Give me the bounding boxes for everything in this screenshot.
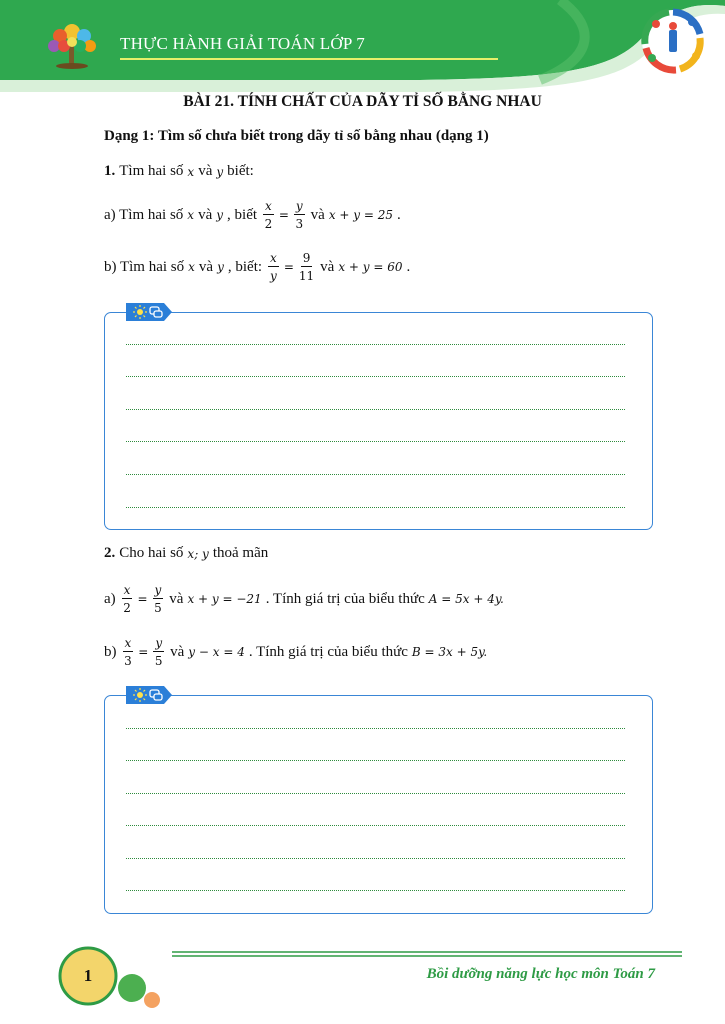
- fraction-x-over-2: $\frac{x}{2}$: [264, 199, 273, 231]
- part-a-label: a) Tìm hai số: [104, 206, 184, 223]
- answer-line: [126, 825, 625, 826]
- var-y: y: [217, 260, 224, 274]
- var-y: y: [216, 208, 224, 222]
- answer-line: [126, 376, 625, 377]
- header-title: THỰC HÀNH GIẢI TOÁN LỚP 7: [120, 34, 366, 53]
- fraction-y-over-5: $\frac{y}{5}$: [154, 636, 163, 668]
- answer-line: [126, 441, 625, 442]
- and-word: và: [320, 258, 335, 275]
- expression-b: B = 3x + 5y.: [411, 645, 488, 659]
- answer-line: [126, 507, 625, 508]
- answer-line: [126, 728, 625, 729]
- lesson-title: BÀI 21. TÍNH CHẤT CỦA DÃY TỈ SỐ BẰNG NHAU: [183, 93, 542, 110]
- condition-a: x + y = 25: [328, 208, 394, 222]
- fraction-x-over-3: $\frac{x}{3}$: [124, 636, 132, 668]
- and-word: và: [169, 590, 184, 607]
- part-b-label: b): [104, 643, 117, 660]
- part-a-label: a): [104, 590, 116, 607]
- and-word: và: [310, 206, 325, 223]
- lightbulb-chat-icon: [126, 686, 172, 704]
- and-word: và: [198, 163, 213, 179]
- exercise2-number: 2.: [104, 545, 116, 561]
- condition-b: x + y = 60: [338, 260, 403, 274]
- vars-xy: x; y: [187, 546, 209, 561]
- exercise1-part-b: b) Tìm hai số x và y , biết: $\frac{x}{y}$ = $\frac{9}{11}$ và x + y = 60 .: [104, 251, 411, 283]
- and-word: và: [198, 258, 214, 275]
- given-word: , biết: [227, 206, 258, 223]
- exercise1-part-a: a) Tìm hai số x và y , biết $\frac{x}{2}$ = $\frac{y}{3}$ và x + y = 25 .: [104, 199, 401, 231]
- answer-line: [126, 890, 625, 891]
- exercise1-prompt-end: biết:: [227, 163, 254, 179]
- fraction-x-over-y: $\frac{x}{y}$: [270, 251, 277, 283]
- var-x: x: [188, 260, 195, 274]
- school-badge-icon: [640, 8, 706, 74]
- fraction-9-over-11: $\frac{9}{11}$: [298, 251, 315, 283]
- lightbulb-chat-icon: [126, 303, 172, 321]
- condition-b: y − x = 4: [188, 645, 245, 659]
- answer-line: [126, 474, 625, 475]
- tree-logo-icon: [42, 18, 102, 70]
- fraction-y-over-5: $\frac{y}{5}$: [154, 583, 162, 615]
- and-word: và: [170, 643, 185, 660]
- part-b-label: b) Tìm hai số: [104, 258, 185, 275]
- footer-divider: [172, 950, 682, 958]
- exercise1-number: 1.: [104, 163, 116, 179]
- expression-a: A = 5x + 4y.: [428, 592, 504, 606]
- answer-line: [126, 344, 625, 345]
- condition-a: x + y = −21: [187, 592, 262, 606]
- answer-line: [126, 409, 625, 410]
- answer-line: [126, 858, 625, 859]
- form-heading: Dạng 1: Tìm số chưa biết trong dãy tỉ số bằng nhau (dạng 1): [104, 128, 489, 144]
- answer-line: [126, 793, 625, 794]
- page-number: 1: [83, 966, 93, 985]
- exercise2-prompt-end: thoả mãn: [212, 545, 269, 561]
- var-x: x: [187, 164, 195, 179]
- task-text: . Tính giá trị của biểu thức: [248, 643, 408, 660]
- var-x: x: [187, 208, 195, 222]
- footer-text: Bồi dưỡng năng lực học môn Toán 7: [426, 966, 655, 982]
- and-word: và: [198, 206, 213, 223]
- fraction-x-over-2: $\frac{x}{2}$: [123, 583, 131, 615]
- answer-line: [126, 760, 625, 761]
- given-word: , biết:: [227, 258, 263, 275]
- exercise2-prompt-start: Cho hai số: [119, 545, 184, 561]
- exercise2-part-b: b) $\frac{x}{3}$ = $\frac{y}{5}$ và y − x = 4 . Tính giá trị của biểu thức B = 3x + 5y.: [104, 636, 488, 668]
- exercise1-prompt: [104, 163, 254, 180]
- exercise2-part-a: a) $\frac{x}{2}$ = $\frac{y}{5}$ và x + y = −21 . Tính giá trị của biểu thức A = 5x + 4y.: [104, 583, 504, 615]
- var-y: y: [216, 164, 224, 179]
- task-text: . Tính giá trị của biểu thức: [265, 590, 425, 607]
- header-underline: [120, 58, 498, 60]
- fraction-y-over-3: $\frac{y}{3}$: [295, 199, 304, 231]
- exercise2-prompt: [104, 545, 268, 562]
- exercise1-prompt-start: Tìm hai số: [119, 163, 184, 179]
